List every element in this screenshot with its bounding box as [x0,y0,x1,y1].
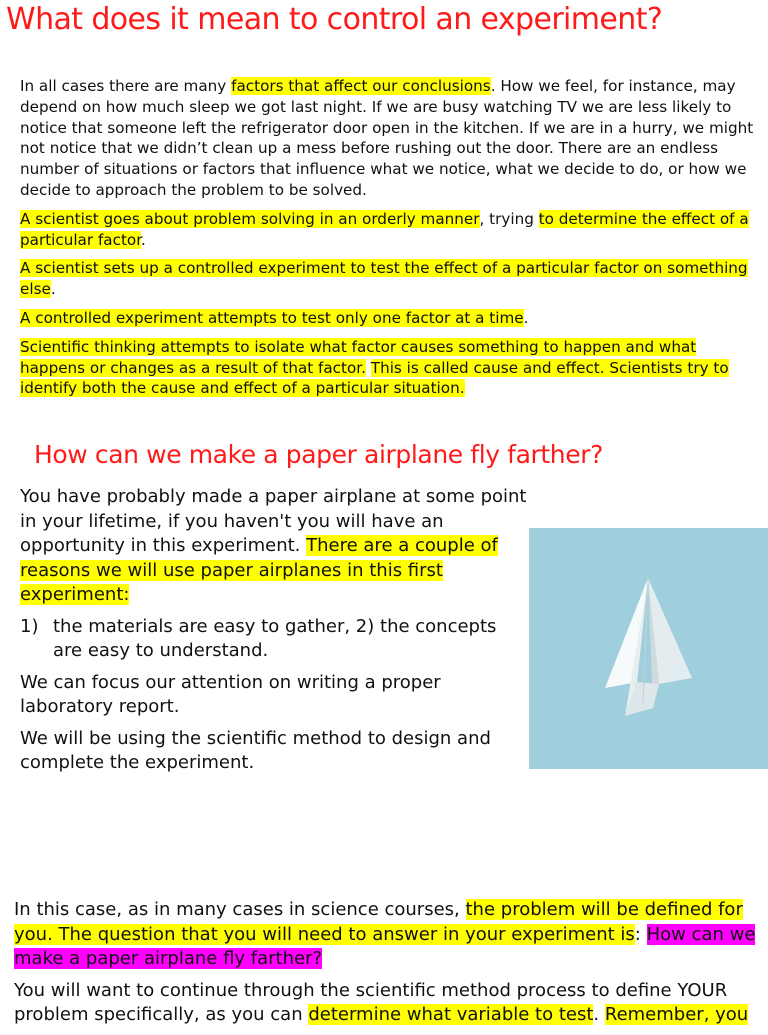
highlight-determine-effect: to determine the effect of a particular factor [20,209,749,249]
paper-airplane-image [529,528,768,769]
highlight-reasons: There are a couple of reasons we will use paper airplanes in this first experiment: [20,535,498,605]
text-run: . [141,230,146,249]
highlight-isolate: Scientific thinking attempts to isolate what factor causes something to happen and what happens or changes as a result of that factor. [20,337,697,377]
intro-paragraph-one-factor [20,308,755,329]
paper-airplane-icon [529,528,768,769]
highlight-cause-effect: This is called cause and effect. Scientists try to identify both the cause and effect of a particular situation. [20,358,729,398]
bottom-paragraph-problem [14,898,766,972]
bottom-section [14,898,766,1035]
text-run: , trying [479,209,539,228]
highlight-question: How can we make a paper airplane fly farther? [14,923,756,969]
list-number: 1) [20,615,39,637]
text-run: In all cases there are many [20,77,232,95]
intro-paragraph-scientist [20,209,755,251]
text-run: You have probably made a paper airplane at some point in your lifetime, if you haven't you will have an opportunity in this experiment. [20,486,527,556]
airplane-section [20,485,530,783]
list-item-text: the materials are easy to gather, 2) the concepts are easy to understand. [53,615,497,661]
airplane-intro-paragraph [20,485,530,608]
highlight-orderly: A scientist goes about problem solving in an orderly manner [20,209,480,228]
text-run: . [523,308,529,327]
highlight-controlled-experiment: A scientist sets up a controlled experiment to test the effect of a particular factor on something else [20,259,748,299]
page-title: What does it mean to control an experiment? [6,2,663,37]
highlight-factors: factors that affect our conclusions [231,77,491,95]
highlight-problem-defined: the problem will be defined for you. The question that you will need to answer in your experiment is [14,899,743,945]
intro-paragraph-cause-effect [20,337,755,399]
intro-paragraph-factors [20,76,755,201]
section-heading-airplane: How can we make a paper airplane fly farther? [34,440,603,469]
intro-section [20,76,755,407]
text-run: : [634,923,647,945]
numbered-list-item [20,615,530,664]
intro-paragraph-controlled [20,258,755,300]
airplane-paragraph-method: We will be using the scientific method to design and complete the experiment. [20,727,491,773]
text-run: . [593,1004,605,1025]
text-run: . [50,280,56,299]
text-run: In this case, as in many cases in science courses, [14,899,466,920]
highlight-remember: Remember, you [604,1004,749,1025]
text-run: . How we feel, for instance, may depend on how much sleep we got last night. If we are busy watching TV we are less likely to notice that someone left the refrigerator door open in the kitchen. If we are in a hurry, we might not notice that we didn’t clean up a mess before rushing out the door. There are an endless number of situations or factors that influence what we notice, what we decide to do, or how we decide to approach the problem to be solved. [20,77,754,199]
highlight-one-factor: A controlled experiment attempts to test only one factor at a time [20,308,524,327]
highlight-variable: determine what variable to test [308,1004,594,1025]
text-run: You will want to continue through the scientific method process to define YOUR problem specifically, as you can [14,979,728,1025]
airplane-paragraph-focus: We can focus our attention on writing a proper laboratory report. [20,671,441,717]
bottom-paragraph-variable [14,979,766,1028]
